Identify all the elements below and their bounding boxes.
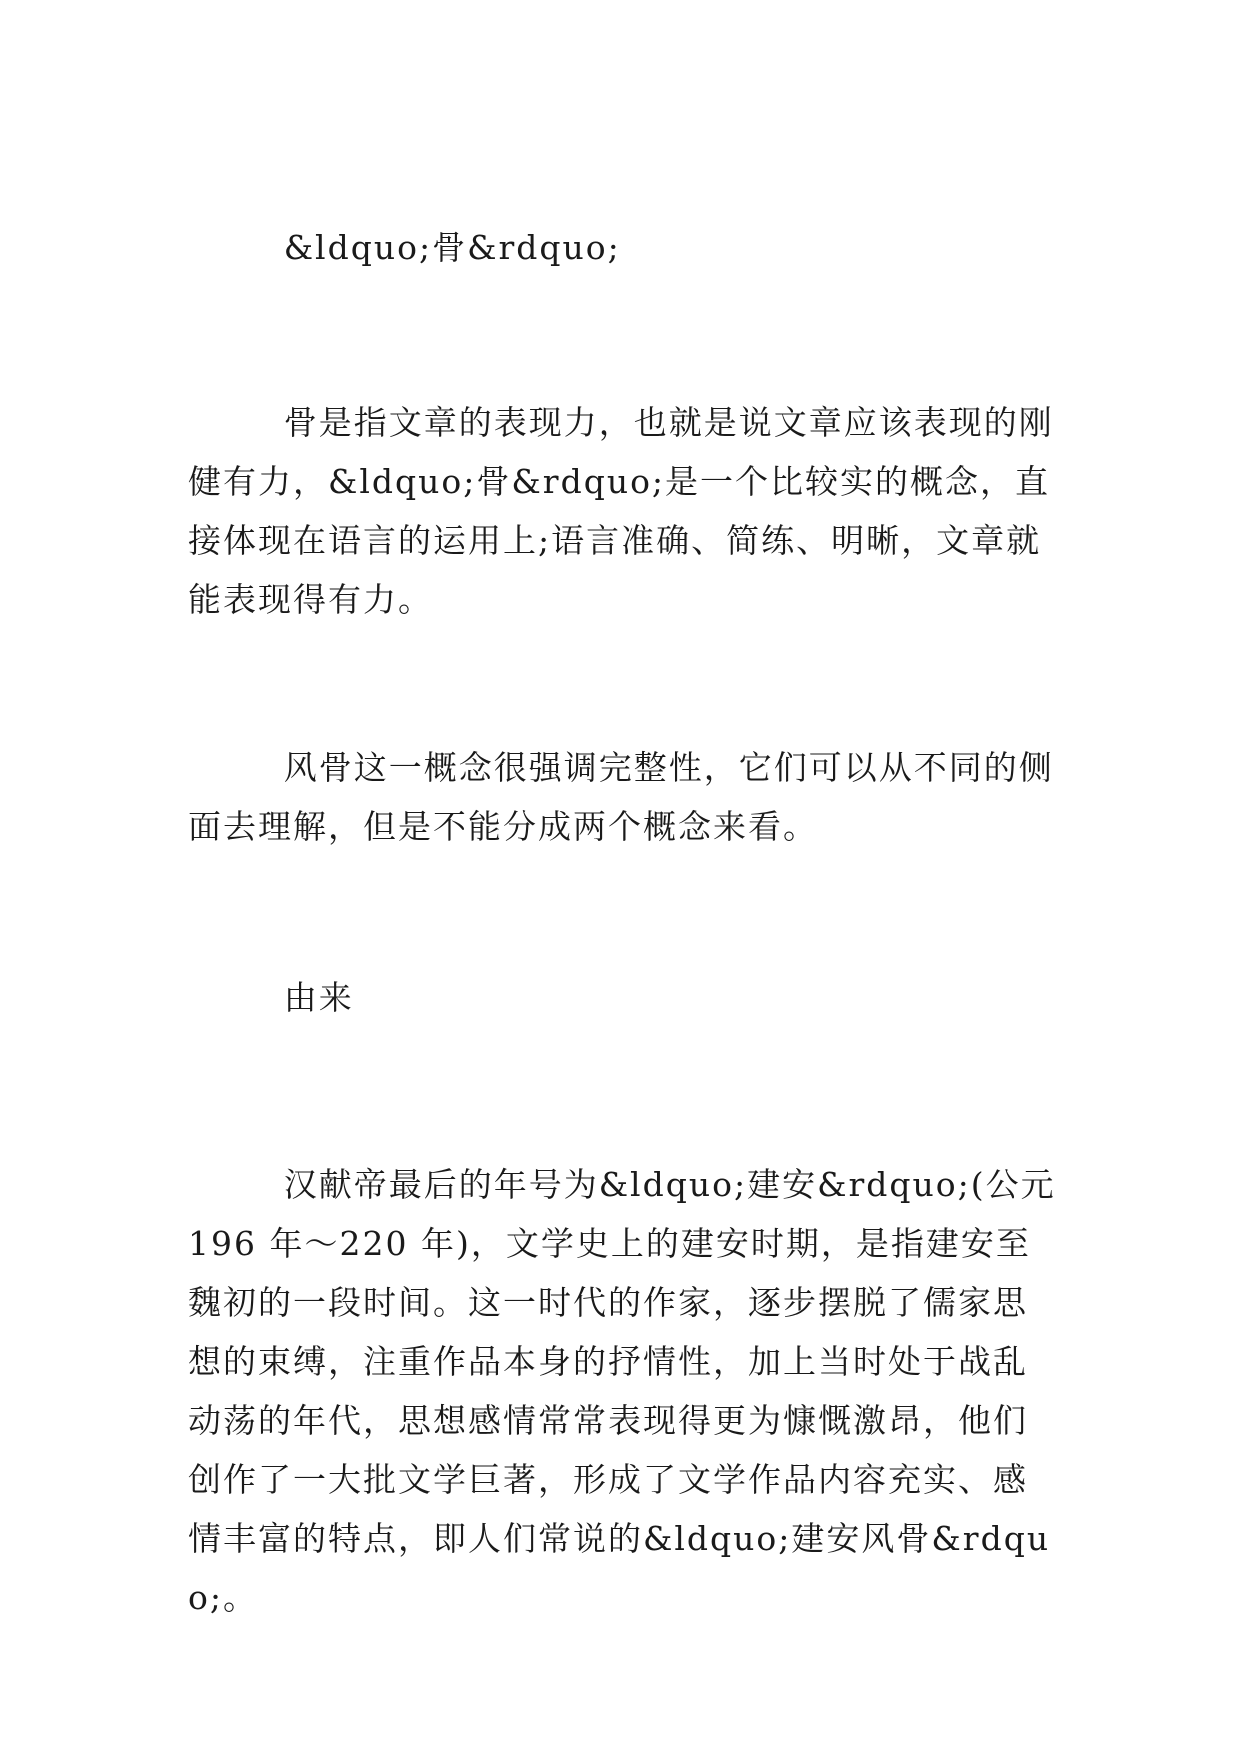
- paragraph-gu-definition: 骨是指文章的表现力，也就是说文章应该表现的刚健有力，&ldquo;骨&rdquo;是一个比较实的概念，直接体现在语言的运用上;语言准确、简练、明晰，文章就能表现得有力。: [188, 403, 1054, 619]
- paragraph-jianan-origin: 汉献帝最后的年号为&ldquo;建安&rdquo;(公元 196 年～220 年)，文学史上的建安时期，是指建安至魏初的一段时间。这一时代的作家，逐步摆脱了儒家思想的束缚，注重作品本身的抒情性，加上当时处于战乱动荡的年代，思想感情常常表现得更为慷慨激昂，他们创作了一大批文学巨著，形成了文学作品内容充实、感情丰富的特点，即人们常说的&ldquo;建安风骨&rdquo;。: [188, 1165, 1056, 1617]
- heading-gu: &ldquo;骨&rdquo;: [283, 228, 621, 267]
- heading-origin: 由来: [283, 978, 354, 1017]
- paragraph-fenggu-integrity: 风骨这一概念很强调完整性，它们可以从不同的侧面去理解，但是不能分成两个概念来看。: [188, 748, 1054, 846]
